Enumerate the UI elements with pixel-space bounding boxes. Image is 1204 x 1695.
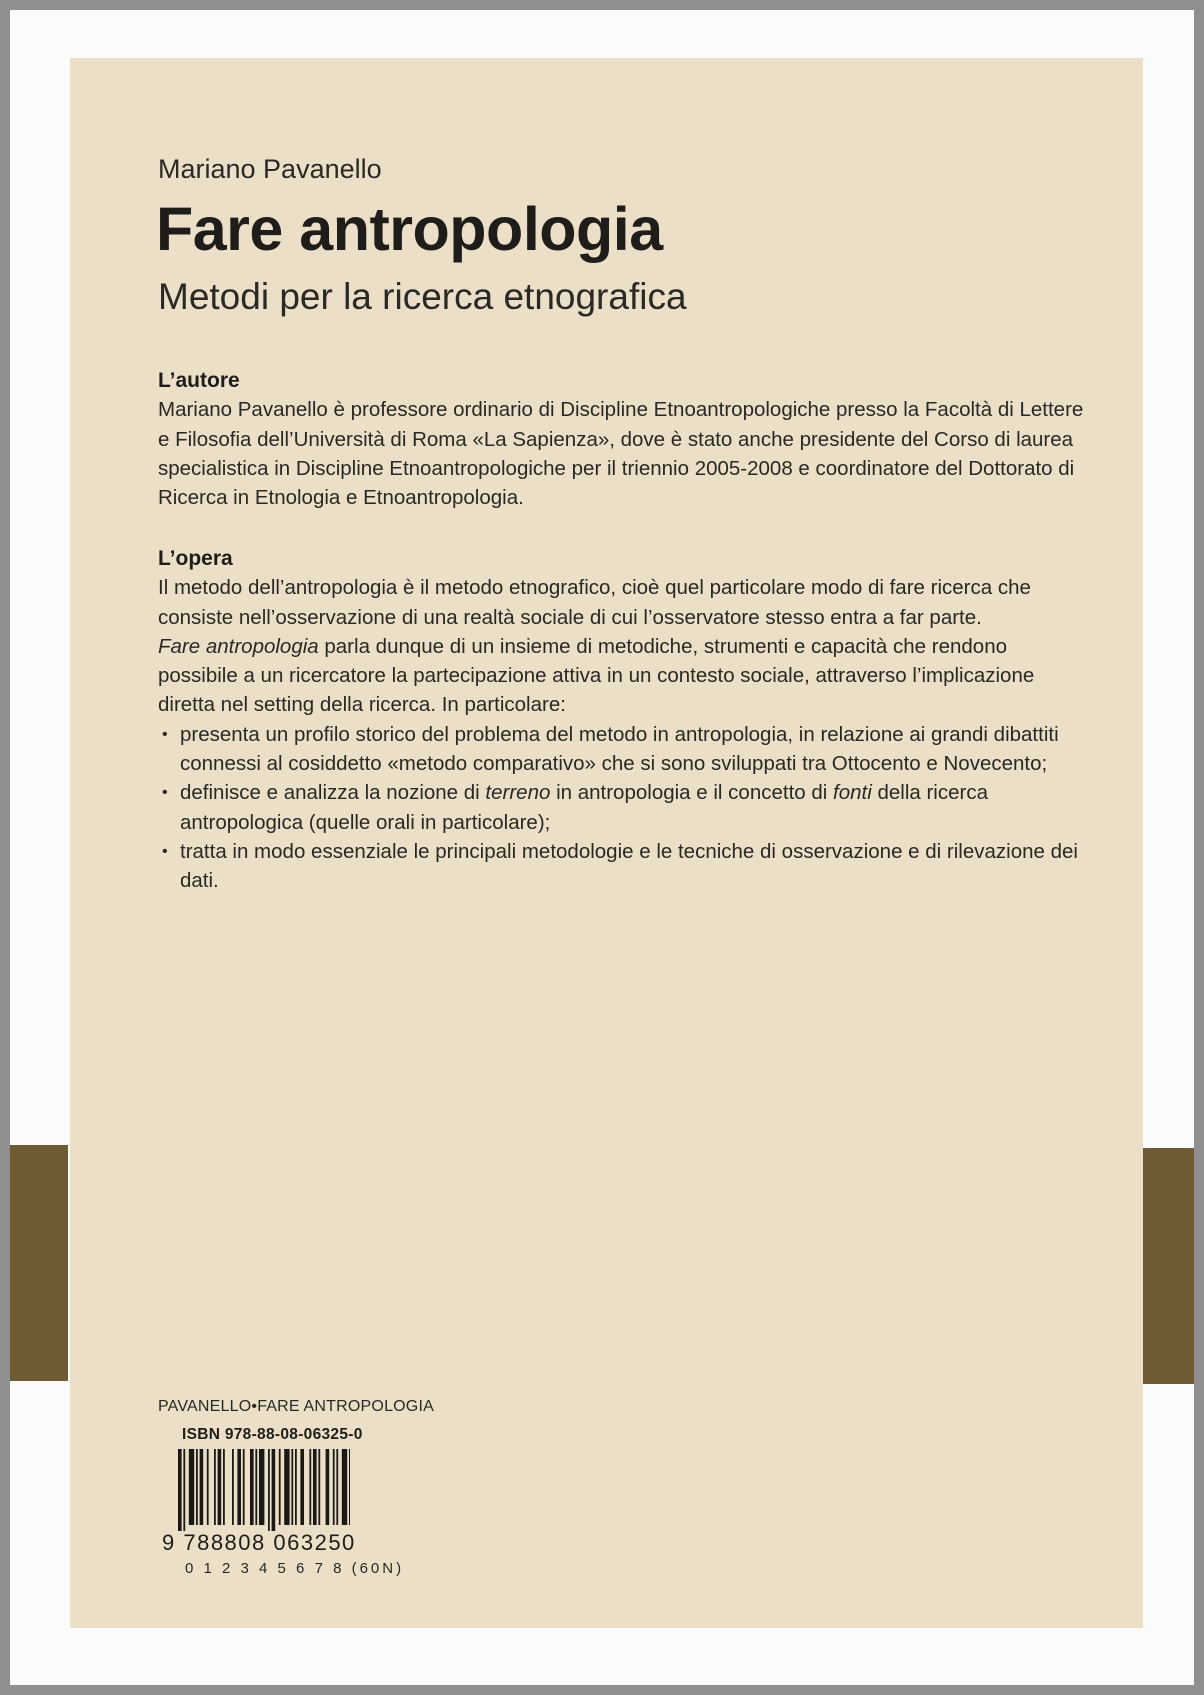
barcode-bar — [300, 1449, 304, 1525]
left-brown-stripe — [10, 1145, 68, 1381]
barcode-bar — [178, 1449, 182, 1531]
bullet-italic-terreno: terreno — [485, 781, 551, 805]
barcode-bar — [223, 1449, 225, 1525]
section-autore — [158, 366, 1088, 512]
barcode-bar — [279, 1449, 281, 1525]
bullet-text: presenta un profilo storico del problema del metodo in antropologia, in relazione ai grandi dibattiti connessi al cosiddetto «metodo comparativo» che si sono sviluppati tra Ottocento e Novecento; — [180, 722, 1059, 776]
bullet-icon: • — [162, 725, 168, 743]
bullet-text-part: in antropologia e il concetto di — [550, 781, 834, 805]
barcode-bar — [183, 1449, 185, 1531]
barcode-bar — [218, 1449, 222, 1525]
barcode-bar — [349, 1449, 350, 1525]
opera-intro: Il metodo dell’antropologia è il metodo etnografico, cioè quel particolare modo di fare ricerca che consiste nell’osservazione di una realtà sociale di cui l’osservatore stesso entra a far parte. — [158, 576, 1031, 629]
barcode-bar — [237, 1449, 241, 1525]
barcode-bar — [333, 1449, 335, 1525]
list-item — [158, 720, 1088, 779]
barcode-bar — [232, 1449, 234, 1525]
barcode-bar — [309, 1449, 311, 1525]
barcode-bar — [291, 1449, 293, 1525]
bullet-icon: • — [162, 842, 168, 860]
opera-paragraph-2-text: parla dunque di un insieme di metodiche, strumenti e capacità che rendono possibile a un ricercatore la partecipazione attiva in un contesto sociale, attraverso l’implicazione diretta nel setting della ricerca. In particolare: — [158, 634, 1035, 717]
author-bio: Mariano Pavanello è professore ordinario di Discipline Etnoantropologiche presso la Facoltà di Lettere e Filosofia dell’Università di Roma «La Sapienza», dove è stato anche presidente del Corso di laurea specialistica in Discipline Etnoantropologiche per il triennio 2005-2008 e coordinatore del Dottorato di Ricerca in Etnologia e Etnoantropologia. — [158, 398, 1084, 510]
bullet-text — [180, 781, 988, 833]
opera-paragraph-2 — [158, 632, 1088, 720]
book-title-italic: Fare antropologia — [158, 634, 319, 658]
barcode-icon — [178, 1449, 350, 1531]
book-title: Fare antropologia — [156, 195, 663, 263]
right-brown-stripe — [1143, 1148, 1194, 1384]
bullet-icon: • — [162, 784, 168, 802]
barcode-bar — [214, 1449, 216, 1525]
section-heading-opera: L’opera — [158, 547, 233, 570]
bullet-text-part: della ricerca antropologica (quelle orali in particolare); — [180, 781, 988, 834]
section-heading-autore: L’autore — [158, 369, 240, 392]
section-opera — [158, 544, 1088, 896]
barcode-bar — [313, 1449, 317, 1525]
barcode-bar — [250, 1449, 254, 1525]
list-item — [158, 837, 1088, 896]
barcode-bar — [326, 1449, 330, 1525]
isbn-label: ISBN 978-88-08-06325-0 — [182, 1426, 363, 1443]
barcode-bar — [268, 1449, 270, 1531]
barcode-bar — [318, 1449, 320, 1525]
barcode-bar — [196, 1449, 198, 1525]
spine-label: PAVANELLO•FARE ANTROPOLOGIA — [158, 1398, 434, 1415]
bullet-text: tratta in modo essenziale le principali metodologie e le tecniche di osservazione e di rilevazione dei dati. — [180, 839, 1078, 893]
author-name: Mariano Pavanello — [158, 154, 382, 184]
book-subtitle: Metodi per la ricerca etnografica — [158, 276, 687, 317]
barcode-bar — [259, 1449, 264, 1525]
barcode-bar — [295, 1449, 297, 1525]
barcode-bar — [255, 1449, 257, 1525]
barcode-bar — [200, 1449, 204, 1525]
list-item — [158, 778, 1088, 837]
bullet-italic-fonti: fonti — [833, 781, 872, 805]
barcode-bar — [272, 1449, 276, 1531]
barcode-bar — [284, 1449, 289, 1525]
opera-bullet-list — [158, 720, 1088, 896]
barcode-bar — [189, 1449, 194, 1525]
book-back-cover — [70, 58, 1143, 1628]
barcode-bar — [243, 1449, 245, 1525]
barcode-bar — [336, 1449, 338, 1525]
price-code: 0 1 2 3 4 5 6 7 8 (60N) — [185, 1560, 405, 1577]
barcode-bar — [342, 1449, 347, 1525]
barcode-bar — [207, 1449, 209, 1525]
barcode-digits: 9 788808 063250 — [162, 1530, 356, 1555]
bullet-text-part: definisce e analizza la nozione di — [180, 781, 486, 805]
